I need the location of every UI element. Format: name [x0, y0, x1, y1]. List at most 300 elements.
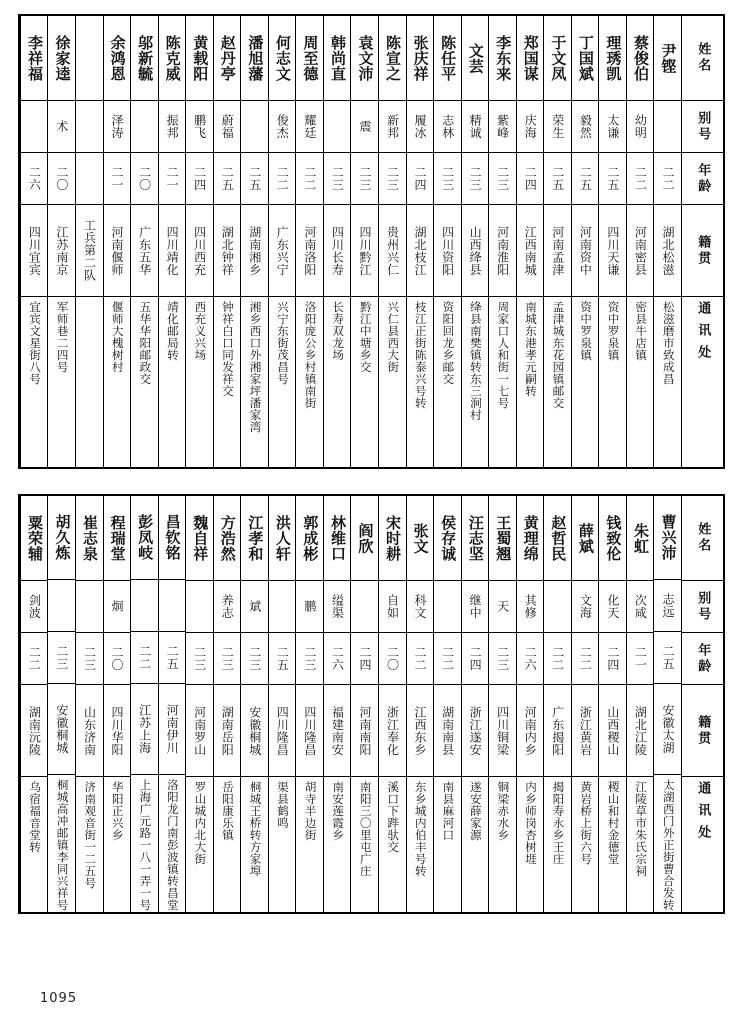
entry-address	[407, 776, 434, 912]
entry-name	[599, 16, 626, 100]
roster-entry-column	[20, 16, 48, 467]
entry-alias	[324, 100, 351, 152]
entry-address	[104, 296, 131, 467]
roster-entry-column	[158, 496, 186, 912]
entry-name-text: 曹兴沛	[659, 514, 678, 561]
entry-age	[104, 152, 131, 204]
entry-native-place-text: 安徽桐城	[247, 705, 262, 756]
entry-age-text: 二四	[413, 166, 428, 191]
roster-entry-column	[626, 496, 654, 912]
entry-native-place-text: 四川隆昌	[275, 705, 290, 756]
entry-age	[434, 632, 461, 684]
entry-native-place-text: 四川黔江	[357, 225, 372, 276]
entry-address	[186, 776, 213, 912]
roster-entry-column	[350, 16, 378, 467]
entry-alias	[186, 580, 213, 632]
entry-name	[572, 16, 599, 100]
entry-age-text: 二五	[247, 166, 262, 191]
entry-age	[544, 632, 571, 684]
entry-address	[489, 296, 516, 467]
entry-address	[214, 296, 241, 467]
entry-name	[104, 496, 131, 580]
entry-age-text: 二三	[440, 166, 455, 191]
entry-address	[241, 776, 268, 912]
entry-age	[379, 632, 406, 684]
entry-alias	[434, 580, 461, 632]
entry-age	[379, 152, 406, 204]
entry-address-text: 靖化邮局转	[165, 301, 180, 361]
entry-name-text: 朱虹	[631, 522, 650, 554]
entry-alias-text: 次咸	[633, 594, 648, 619]
entry-native-place	[296, 204, 323, 296]
entry-native-place-text: 安徽太湖	[660, 703, 675, 754]
entry-age-text: 二四	[605, 646, 620, 671]
entry-age-text: 二二	[578, 646, 593, 671]
entry-native-place	[407, 204, 434, 296]
entry-alias	[544, 580, 571, 632]
entry-native-place	[462, 684, 489, 776]
roster-entry-column	[598, 16, 626, 467]
entry-name-text: 郭成彬	[301, 514, 320, 562]
entry-name-text: 崔志泉	[81, 514, 100, 562]
entry-native-place-text: 四川天谦	[605, 225, 620, 276]
entry-alias	[48, 100, 75, 152]
entry-alias	[296, 100, 323, 152]
entry-age-text: 二〇	[137, 166, 152, 191]
entry-name	[324, 16, 351, 100]
entry-native-place-text: 山西绛县	[468, 225, 483, 276]
entry-alias	[379, 100, 406, 152]
roster-entry-column	[185, 16, 213, 467]
entry-address	[159, 774, 186, 912]
entry-native-place	[241, 204, 268, 296]
entry-address	[517, 776, 544, 912]
entry-native-place-text: 四川华阳	[110, 705, 125, 756]
entry-native-place-text: 江西东乡	[413, 705, 428, 756]
entry-native-place	[599, 204, 626, 296]
entry-address	[599, 296, 626, 467]
entry-name	[379, 496, 406, 580]
entry-alias	[462, 100, 489, 152]
entry-native-place-text: 河南淮阳	[495, 225, 510, 276]
header-address: 通讯处	[682, 776, 723, 912]
entry-address	[351, 296, 378, 467]
entry-native-place-text: 浙江奉化	[385, 705, 400, 756]
entry-native-place	[76, 204, 103, 296]
entry-address-text: 松滋磨市致成昌	[661, 301, 676, 385]
entry-address	[627, 776, 654, 912]
entry-native-place	[462, 204, 489, 296]
roster-entry-column	[653, 16, 681, 467]
entry-address-text: 上海广元路一八一弄一号	[138, 779, 153, 911]
entry-native-place-text: 四川铜梁	[495, 705, 510, 756]
entry-address	[131, 296, 158, 467]
entry-address-text: 周家口人和街一七号	[496, 301, 511, 409]
entry-age-text: 二三	[220, 646, 235, 671]
entry-alias-text: 俊杰	[275, 114, 290, 139]
entry-name-text: 尹铿	[659, 42, 678, 74]
entry-native-place-text: 河南孟津	[550, 225, 565, 276]
entry-name-text: 袁文沛	[356, 34, 375, 82]
entry-address	[351, 776, 378, 912]
entry-alias	[489, 100, 516, 152]
entry-native-place-text: 四川资阳	[440, 225, 455, 276]
entry-age	[76, 152, 103, 204]
entry-address	[599, 776, 626, 912]
entry-age-text: 二一	[633, 646, 648, 671]
roster-entry-column	[130, 496, 158, 912]
entry-age	[131, 631, 158, 683]
entry-native-place-text: 四川长寿	[330, 225, 345, 276]
entry-age	[599, 632, 626, 684]
entry-age	[517, 632, 544, 684]
entry-age	[104, 632, 131, 684]
entry-native-place	[379, 684, 406, 776]
entry-name-text: 张文	[411, 522, 430, 554]
entry-address-text: 太湖西门外正街曹合发转	[661, 779, 676, 911]
entry-address-text: 五华华阳邮政交	[138, 301, 153, 385]
entry-alias-text: 炯	[110, 600, 125, 613]
entry-address	[131, 774, 158, 912]
entry-native-place-text: 四川西充	[192, 225, 207, 276]
roster-entry-column	[103, 496, 131, 912]
entry-name	[186, 16, 213, 100]
entry-native-place	[104, 204, 131, 296]
entry-native-place	[489, 684, 516, 776]
entry-name	[76, 16, 103, 100]
entry-age-text: 二二	[27, 646, 42, 671]
entry-alias	[351, 100, 378, 152]
entry-native-place-text: 广东兴宁	[275, 225, 290, 276]
entry-native-place	[296, 684, 323, 776]
entry-address	[48, 774, 75, 912]
roster-entry-column	[406, 16, 434, 467]
entry-age-text: 二二	[633, 166, 648, 191]
entry-address	[627, 296, 654, 467]
entry-address	[407, 296, 434, 467]
entry-age	[296, 152, 323, 204]
roster-entry-column	[626, 16, 654, 467]
entry-name	[296, 16, 323, 100]
entry-age	[48, 631, 75, 683]
entry-name-text: 于文凤	[549, 34, 568, 82]
entry-name	[76, 496, 103, 580]
entry-address-text: 洛阳龙门南彭波镇转昌堂	[165, 779, 180, 911]
entry-name-text: 薛斌	[576, 522, 595, 554]
entry-age	[131, 152, 158, 204]
roster-entry-column	[103, 16, 131, 467]
entry-native-place	[599, 684, 626, 776]
entry-name-text: 陈克威	[163, 34, 182, 82]
entry-alias	[131, 579, 158, 631]
entry-age-text: 二五	[578, 166, 593, 191]
entry-name-text: 昌钦铭	[163, 514, 182, 561]
entry-name	[241, 496, 268, 580]
roster-entry-column	[295, 16, 323, 467]
entry-age	[351, 152, 378, 204]
entry-name	[131, 16, 158, 100]
entry-address	[76, 296, 103, 467]
entry-alias	[104, 580, 131, 632]
entry-native-place	[654, 204, 681, 296]
entry-name	[599, 496, 626, 580]
entry-address	[214, 776, 241, 912]
roster-entry-column	[378, 16, 406, 467]
entry-native-place	[214, 204, 241, 296]
roster-entry-column	[75, 496, 103, 912]
entry-address-text: 钟祥白口同发祥交	[220, 301, 235, 397]
entry-address-text: 孟津城东花园镇邮交	[551, 301, 566, 409]
entry-native-place-text: 福建南安	[330, 705, 345, 756]
entry-age-text: 二二	[660, 166, 675, 191]
entry-age	[599, 152, 626, 204]
roster-entry-column	[20, 496, 48, 912]
entry-native-place-text: 湖南湘乡	[247, 225, 262, 276]
entry-native-place-text: 江西南城	[523, 225, 538, 276]
roster-entry-column	[571, 16, 599, 467]
entry-alias-text: 紫峰	[495, 114, 510, 139]
entry-address	[296, 776, 323, 912]
entry-native-place	[131, 204, 158, 296]
entry-name-text: 邬新毓	[136, 34, 155, 82]
entry-alias	[627, 100, 654, 152]
entry-age-text: 二五	[220, 166, 235, 191]
entry-alias-text: 荣生	[550, 114, 565, 139]
entry-address-text: 洛阳庞公乡村镇南街	[303, 301, 318, 409]
entry-age	[627, 152, 654, 204]
entry-address-text: 溪口下跸驮交	[386, 781, 401, 853]
entry-address-text: 枝江正街陈泰兴号转	[413, 301, 428, 409]
entry-age-text: 二一	[110, 166, 125, 191]
entry-alias-text: 鹏	[302, 600, 317, 613]
header-name: 姓名	[695, 522, 711, 554]
roster-entry-column	[378, 496, 406, 912]
entry-alias-text: 术	[54, 120, 69, 133]
entry-age-text: 二三	[302, 646, 317, 671]
entry-alias	[131, 100, 158, 152]
entry-alias	[104, 100, 131, 152]
entry-native-place-text: 湖南南县	[440, 705, 455, 756]
entry-age	[269, 152, 296, 204]
entry-address-text: 胡寺半边街	[303, 781, 318, 841]
roster-entry-column	[185, 496, 213, 912]
entry-address	[379, 296, 406, 467]
entry-native-place	[48, 683, 75, 774]
entry-address-text: 偃师大槐树村	[110, 301, 125, 373]
entry-address-text: 罗山城内北大街	[193, 781, 208, 865]
entry-address	[48, 296, 75, 467]
entry-address-text: 资中罗泉镇	[579, 301, 594, 361]
entry-name-text: 赵哲民	[549, 514, 568, 562]
entry-alias	[269, 100, 296, 152]
entry-age-text: 二三	[247, 646, 262, 671]
entry-name-text: 魏自祥	[191, 514, 210, 562]
entry-address	[21, 776, 48, 912]
entry-age	[186, 632, 213, 684]
entry-address-text: 东乡城内伯丰号转	[413, 781, 428, 877]
entry-age-text: 二四	[523, 166, 538, 191]
entry-address	[434, 776, 461, 912]
entry-name	[572, 496, 599, 580]
entry-age	[572, 632, 599, 684]
entry-alias	[48, 579, 75, 631]
entry-name-text: 侯存诚	[439, 514, 458, 562]
entry-alias-text: 太谦	[605, 114, 620, 139]
entry-address-text: 遂安薛家源	[468, 781, 483, 841]
entry-alias	[462, 580, 489, 632]
entry-address-text: 西充义兴场	[193, 301, 208, 361]
entry-age-text: 二二	[275, 166, 290, 191]
entry-age-text: 二三	[54, 644, 69, 670]
entry-name	[269, 16, 296, 100]
entry-address-text: 宜宾文星街八号	[28, 301, 43, 385]
entry-native-place-text: 江苏上海	[137, 703, 152, 754]
roster-entry-column	[516, 16, 544, 467]
roster-entry-column	[350, 496, 378, 912]
entry-address-text: 桐城王桥转方家埠	[248, 781, 263, 877]
entry-address	[241, 296, 268, 467]
entry-name-text: 粟荣辅	[25, 514, 44, 562]
entry-age-text: 二二	[413, 646, 428, 671]
entry-name	[517, 16, 544, 100]
entry-alias	[517, 580, 544, 632]
entry-native-place-text: 四川靖化	[165, 225, 180, 276]
entry-alias-text: 其修	[523, 594, 538, 619]
entry-address	[544, 296, 571, 467]
entry-age-text: 二四	[192, 166, 207, 191]
entry-age-text: 二一	[165, 166, 180, 191]
entry-alias-text: 庆海	[523, 114, 538, 139]
entry-address	[462, 776, 489, 912]
entry-name	[489, 496, 516, 580]
entry-native-place-text: 江苏南京	[54, 225, 69, 276]
entry-native-place	[241, 684, 268, 776]
entry-address-text: 南城东港孝元嗣转	[523, 301, 538, 397]
entry-native-place-text: 河南资中	[578, 225, 593, 276]
entry-name-text: 宋时耕	[384, 514, 403, 562]
entry-age-text: 二三	[82, 646, 97, 671]
entry-age	[21, 152, 48, 204]
entry-name	[517, 496, 544, 580]
entry-native-place-text: 河南洛阳	[302, 225, 317, 276]
entry-name-text: 王蜀翘	[494, 514, 513, 562]
entry-age	[517, 152, 544, 204]
entry-address	[76, 776, 103, 912]
roster-entry-column	[240, 16, 268, 467]
entry-alias-text: 化天	[605, 594, 620, 619]
header-age: 年龄	[682, 632, 723, 684]
entry-name-text: 黄理绵	[521, 514, 540, 562]
entry-age-text: 二三	[357, 166, 372, 191]
entry-address-text: 华阳正兴乡	[110, 781, 125, 841]
entry-name-text: 李东来	[494, 34, 513, 82]
entry-name	[462, 496, 489, 580]
entry-name	[296, 496, 323, 580]
entry-native-place	[572, 204, 599, 296]
roster-entry-column	[516, 496, 544, 912]
entry-address-text: 军师巷二四号	[55, 301, 70, 373]
entry-alias	[214, 580, 241, 632]
entry-alias	[159, 579, 186, 631]
entry-name-text: 江孝和	[246, 514, 265, 562]
entry-alias	[241, 100, 268, 152]
entry-age	[296, 632, 323, 684]
entry-address-text: 黔江中塘乡交	[358, 301, 373, 373]
roster-entry-column	[406, 496, 434, 912]
entry-address-text: 济南观音街一二五号	[83, 781, 98, 889]
entry-age-text: 二五	[275, 646, 290, 671]
entry-age	[544, 152, 571, 204]
roster-entry-column	[433, 16, 461, 467]
entry-native-place	[572, 684, 599, 776]
roster-entry-column	[461, 496, 489, 912]
entry-alias	[269, 580, 296, 632]
entry-age-text: 二〇	[385, 646, 400, 671]
entry-alias-text: 新邦	[385, 114, 400, 139]
entry-alias-text: 斌	[247, 600, 262, 613]
entry-age-text: 二五	[550, 166, 565, 191]
entry-age	[324, 152, 351, 204]
entry-name-text: 余鸿恩	[108, 34, 127, 82]
entry-alias-text: 精诚	[468, 114, 483, 139]
entry-alias-text: 文海	[578, 594, 593, 619]
entry-native-place-text: 浙江遂安	[468, 705, 483, 756]
entry-native-place	[324, 204, 351, 296]
roster-entry-column	[323, 496, 351, 912]
entry-age-text: 二二	[550, 646, 565, 671]
entry-native-place-text: 安徽桐城	[54, 703, 69, 754]
entry-age	[654, 152, 681, 204]
entry-address-text: 渠县鹤鸣	[276, 781, 291, 829]
entry-name	[351, 496, 378, 580]
entry-alias	[76, 580, 103, 632]
roster-table-top	[18, 14, 725, 469]
entry-name-text: 何志文	[273, 34, 292, 82]
entry-age-text: 二二	[137, 644, 152, 670]
roster-entry-column	[461, 16, 489, 467]
entry-alias-text: 缢渠	[330, 594, 345, 619]
entry-name	[434, 496, 461, 580]
column-headers-top	[681, 16, 723, 467]
entry-age	[572, 152, 599, 204]
entry-native-place	[214, 684, 241, 776]
entry-address-text: 南阳三〇里屯广庄	[358, 781, 373, 877]
entry-age	[159, 152, 186, 204]
header-alias: 别号	[682, 100, 723, 152]
roster-entry-column	[488, 16, 516, 467]
entry-age	[434, 152, 461, 204]
header-address: 通讯处	[682, 296, 723, 467]
roster-entry-column	[130, 16, 158, 467]
entry-native-place	[186, 204, 213, 296]
entry-name-text: 丁国斌	[576, 34, 595, 82]
entry-age	[76, 632, 103, 684]
header-age: 年龄	[682, 152, 723, 204]
entry-name-text: 蔡俊伯	[631, 34, 650, 82]
roster-entry-column	[433, 496, 461, 912]
entry-name-text: 周至德	[301, 34, 320, 82]
entry-alias	[214, 100, 241, 152]
entry-name-text: 钱致伦	[604, 514, 623, 562]
entry-native-place	[434, 204, 461, 296]
entry-name-text: 汪志坚	[466, 514, 485, 562]
entry-address	[159, 296, 186, 467]
entry-address-text: 揭阳寿永乡王庄	[551, 781, 566, 865]
entry-name	[379, 16, 406, 100]
entry-alias-text: 志林	[440, 114, 455, 139]
entry-native-place-text: 四川宜宾	[27, 225, 42, 276]
header-alias: 别号	[682, 580, 723, 632]
